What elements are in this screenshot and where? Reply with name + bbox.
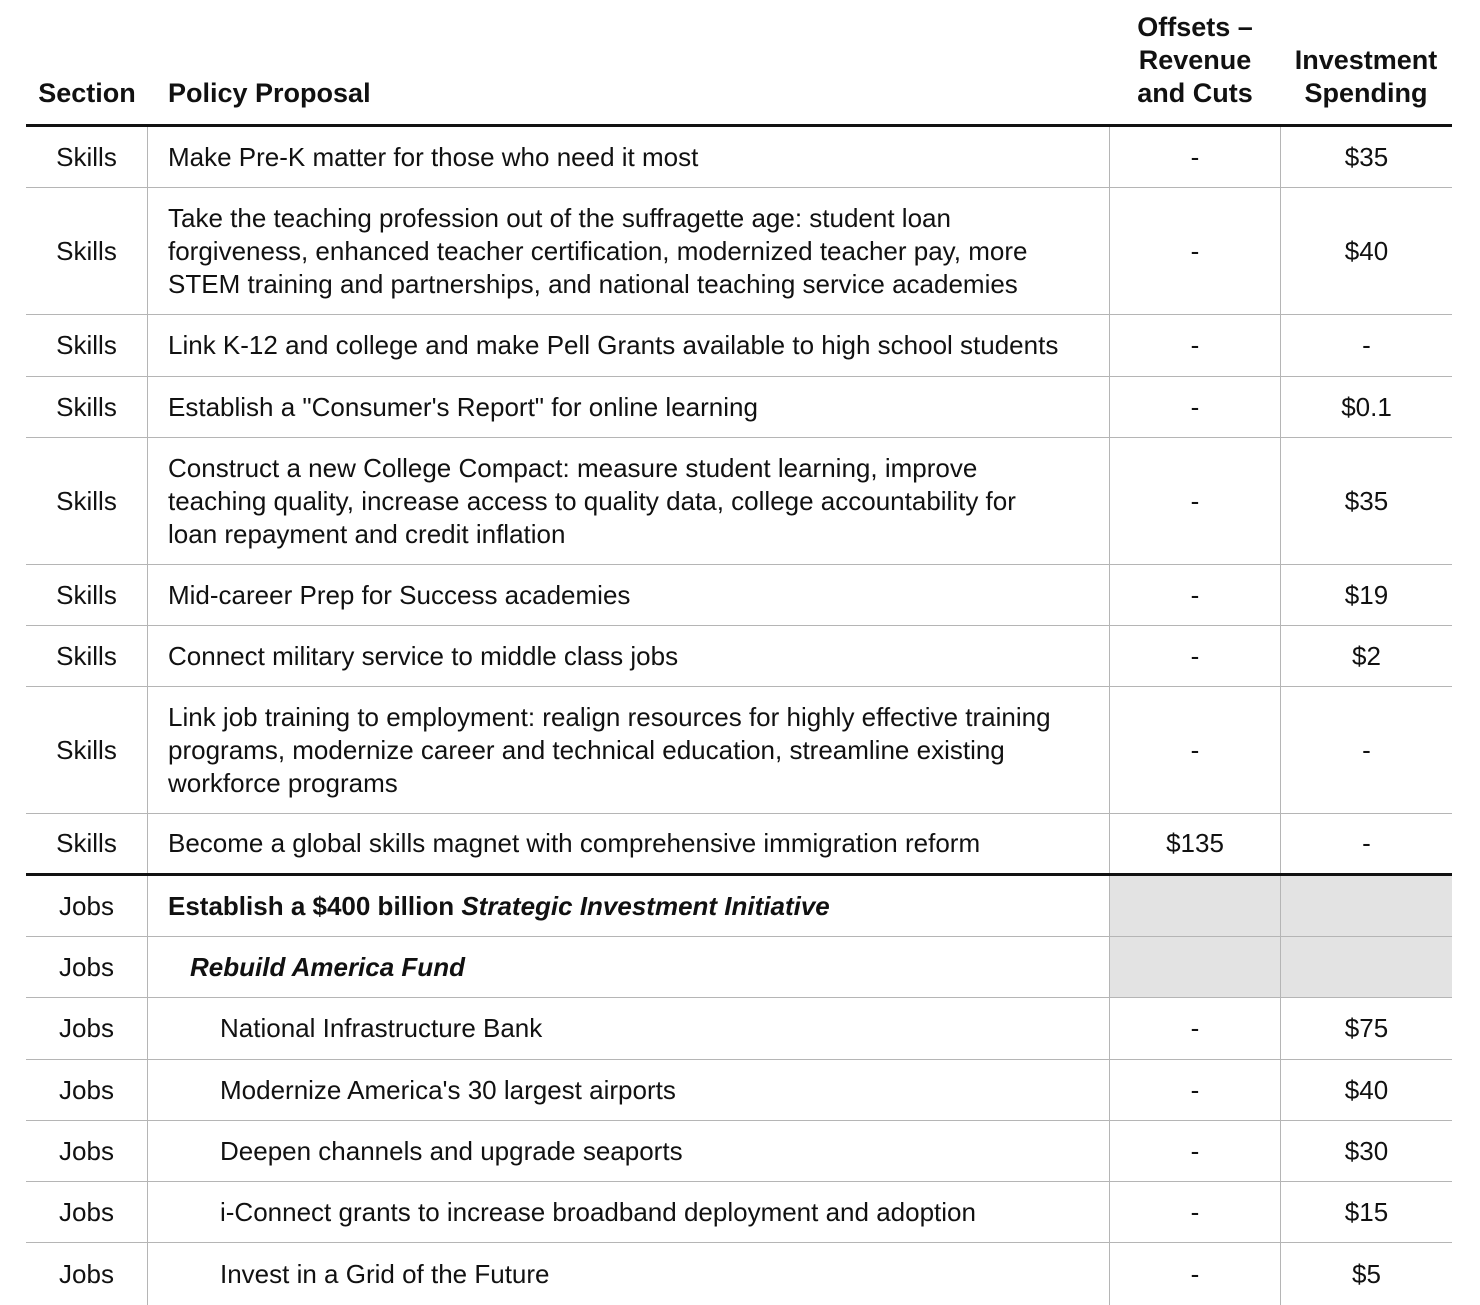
policy-line: Construct a new College Compact: measure student learning, improve [168,452,978,483]
table-row [26,1060,1452,1121]
policy-cell [148,188,1110,314]
investment-cell: $15 [1344,1196,1389,1227]
policy-bolditalic-text: Strategic Investment Initiative [461,890,830,921]
table-row [26,1182,1452,1243]
section-cell: Skills [26,315,148,376]
table-row [26,814,1452,876]
policy-line: forgiveness, enhanced teacher certification, modernized teacher pay, more [168,235,1028,266]
investment-cell: - [1362,330,1371,360]
offsets-cell: - [1110,1243,1281,1305]
policy-line: Link job training to employment: realign resources for highly effective training [168,701,1051,732]
offsets-cell: - [1110,998,1281,1059]
section-cell: Skills [26,438,148,564]
investment-cell: - [1362,734,1371,765]
offsets-cell: - [1110,1060,1281,1120]
offsets-cell-empty [1110,937,1281,997]
section-cell: Skills [26,814,148,873]
table-row [26,438,1452,565]
policy-table [26,0,1452,1305]
policy-cell [148,876,1110,936]
table-row [26,1121,1452,1182]
section-cell: Jobs [26,1060,148,1120]
offsets-cell: - [1110,127,1281,187]
table-row [26,188,1452,315]
investment-cell: $75 [1344,1013,1389,1043]
policy-cell: i-Connect grants to increase broadband deployment and adoption [148,1182,1110,1242]
section-cell: Jobs [26,1243,148,1305]
policy-cell: Connect military service to middle class jobs [148,626,1110,686]
offsets-cell: $135 [1110,814,1281,873]
policy-bold-text: Establish a $400 billion [168,890,462,921]
header-investment-line: Spending [1304,78,1428,108]
offsets-cell: - [1110,377,1281,437]
policy-cell: Deepen channels and upgrade seaports [148,1121,1110,1181]
table-row [26,315,1452,377]
section-cell: Skills [26,687,148,813]
investment-cell-empty [1281,876,1452,936]
offsets-cell: - [1110,1121,1281,1181]
offsets-cell: - [1110,1182,1281,1242]
section-cell: Jobs [26,1121,148,1181]
section-cell: Jobs [26,937,148,997]
section-cell: Skills [26,188,148,314]
policy-cell: Link K-12 and college and make Pell Grants available to high school students [148,315,1110,376]
policy-line: workforce programs [168,767,398,798]
investment-cell: - [1362,828,1371,858]
offsets-cell: - [1110,687,1281,813]
table-row [26,565,1452,626]
policy-line: loan repayment and credit inflation [168,518,566,549]
table-row [26,998,1452,1060]
section-cell: Jobs [26,998,148,1059]
table-header [26,0,1452,127]
table-row [26,687,1452,814]
table-row [26,626,1452,687]
section-cell: Skills [26,377,148,437]
policy-cell: Mid-career Prep for Success academies [148,565,1110,625]
section-cell: Jobs [26,876,148,936]
policy-cell: National Infrastructure Bank [148,998,1110,1059]
offsets-cell: - [1110,315,1281,376]
section-cell: Skills [26,127,148,187]
investment-cell: $35 [1344,485,1389,516]
header-section: Section [38,78,136,108]
policy-cell [148,438,1110,564]
offsets-cell: - [1110,565,1281,625]
table-row [26,377,1452,438]
offsets-cell: - [1110,626,1281,686]
policy-cell: Establish a "Consumer's Report" for online learning [148,377,1110,437]
table-row [26,876,1452,937]
policy-line: programs, modernize career and technical education, streamline existing [168,734,1005,765]
policy-cell [148,687,1110,813]
header-investment [1280,44,1452,110]
header-policy-proposal: Policy Proposal [168,78,371,108]
investment-cell-empty [1281,937,1452,997]
offsets-cell: - [1110,188,1281,314]
investment-cell: $30 [1344,1135,1389,1166]
section-cell: Skills [26,565,148,625]
investment-cell: $0.1 [1341,391,1392,422]
policy-cell [148,937,1110,997]
section-cell: Jobs [26,1182,148,1242]
investment-cell: $19 [1344,579,1389,610]
policy-cell: Modernize America's 30 largest airports [148,1060,1110,1120]
policy-line: Take the teaching profession out of the suffragette age: student loan [168,202,951,233]
policy-cell: Invest in a Grid of the Future [148,1243,1110,1305]
header-offsets-line: Revenue [1138,45,1252,75]
table-row [26,1243,1452,1305]
policy-cell: Make Pre-K matter for those who need it most [148,127,1110,187]
header-offsets-line: Offsets – [1137,12,1253,42]
policy-line: teaching quality, increase access to quality data, college accountability for [168,485,1016,516]
header-investment-line: Investment [1294,45,1438,75]
investment-cell: $2 [1352,640,1381,671]
table-row [26,127,1452,188]
table-row [26,937,1452,998]
section-cell: Skills [26,626,148,686]
policy-bolditalic-text: Rebuild America Fund [190,951,465,982]
investment-cell: $35 [1344,141,1389,172]
offsets-cell: - [1110,438,1281,564]
investment-cell: $5 [1352,1258,1381,1289]
policy-cell: Become a global skills magnet with comprehensive immigration reform [148,814,1110,873]
header-offsets-line: and Cuts [1137,78,1253,108]
header-offsets [1110,11,1280,110]
investment-cell: $40 [1344,235,1389,266]
investment-cell: $40 [1344,1074,1389,1105]
offsets-cell-empty [1110,876,1281,936]
policy-line: STEM training and partnerships, and national teaching service academies [168,268,1018,299]
